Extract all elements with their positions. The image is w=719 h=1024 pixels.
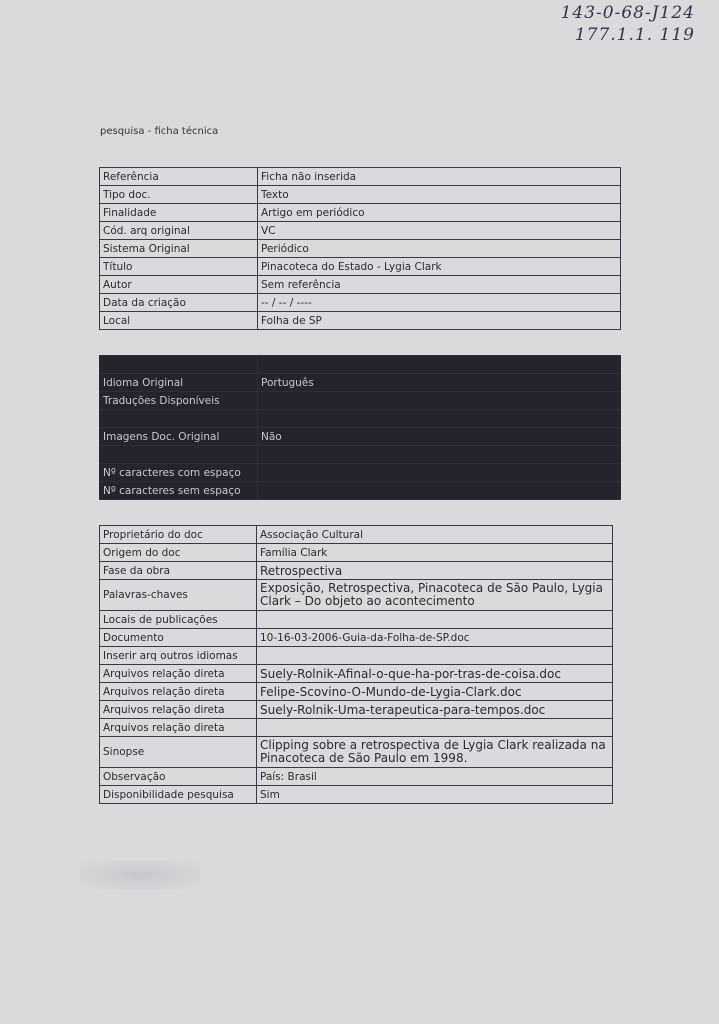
field-value bbox=[257, 719, 613, 737]
table-row bbox=[100, 186, 621, 204]
field-value: Artigo em periódico bbox=[258, 204, 621, 222]
field-value: Felipe-Scovino-O-Mundo-de-Lygia-Clark.doc bbox=[257, 683, 613, 701]
field-label: Cód. arq original bbox=[100, 222, 258, 240]
table-row bbox=[100, 611, 613, 629]
field-label: Sistema Original bbox=[100, 240, 258, 258]
field-value: Família Clark bbox=[257, 544, 613, 562]
field-label: Referência bbox=[100, 168, 258, 186]
field-label: Documento bbox=[100, 629, 257, 647]
table-row bbox=[100, 294, 621, 312]
info-table-language bbox=[99, 355, 621, 500]
table-row bbox=[100, 168, 621, 186]
field-value bbox=[257, 647, 613, 665]
field-value bbox=[258, 410, 621, 428]
table-row bbox=[100, 276, 621, 294]
table-row bbox=[100, 374, 621, 392]
field-label bbox=[100, 410, 258, 428]
field-value: Sem referência bbox=[258, 276, 621, 294]
field-label: Local bbox=[100, 312, 258, 330]
table-row bbox=[100, 580, 613, 611]
field-value: Sim bbox=[257, 786, 613, 804]
field-value: Suely-Rolnik-Afinal-o-que-ha-por-tras-de-coisa.doc bbox=[257, 665, 613, 683]
table-row bbox=[100, 701, 613, 719]
field-value: Exposição, Retrospectiva, Pinacoteca de São Paulo, Lygia Clark – Do objeto ao acontecimento bbox=[257, 580, 613, 611]
table-row bbox=[100, 737, 613, 768]
field-value: VC bbox=[258, 222, 621, 240]
table-row bbox=[100, 204, 621, 222]
field-value bbox=[258, 482, 621, 500]
field-label: Nº caracteres com espaço bbox=[100, 464, 258, 482]
field-value: 10-16-03-2006-Guia-da-Folha-de-SP.doc bbox=[257, 629, 613, 647]
field-label: Arquivos relação direta bbox=[100, 701, 257, 719]
table-row bbox=[100, 410, 621, 428]
stamp-line-1: 143-0-68-J124 bbox=[560, 3, 695, 23]
table-row bbox=[100, 786, 613, 804]
info-table-details bbox=[99, 525, 613, 804]
field-value: Periódico bbox=[258, 240, 621, 258]
field-value: Clipping sobre a retrospectiva de Lygia Clark realizada na Pinacoteca de São Paulo em 1998. bbox=[257, 737, 613, 768]
field-label: Nº caracteres sem espaço bbox=[100, 482, 258, 500]
field-value: Associação Cultural bbox=[257, 526, 613, 544]
field-label: Arquivos relação direta bbox=[100, 665, 257, 683]
stamp-line-2: 177.1.1. 119 bbox=[574, 25, 695, 45]
field-label: Título bbox=[100, 258, 258, 276]
field-value: Folha de SP bbox=[258, 312, 621, 330]
field-label: Sinopse bbox=[100, 737, 257, 768]
field-label bbox=[100, 356, 258, 374]
table-row bbox=[100, 629, 613, 647]
field-value: -- / -- / ---- bbox=[258, 294, 621, 312]
field-value: País: Brasil bbox=[257, 768, 613, 786]
field-label: Palavras-chaves bbox=[100, 580, 257, 611]
field-value: Retrospectiva bbox=[257, 562, 613, 580]
table-row bbox=[100, 222, 621, 240]
archive-stamp bbox=[535, 2, 695, 46]
table-row bbox=[100, 526, 613, 544]
table-row bbox=[100, 258, 621, 276]
field-label: Locais de publicações bbox=[100, 611, 257, 629]
table-row bbox=[100, 768, 613, 786]
field-value bbox=[257, 611, 613, 629]
field-label: Inserir arq outros idiomas bbox=[100, 647, 257, 665]
field-label: Data da criação bbox=[100, 294, 258, 312]
table-row bbox=[100, 562, 613, 580]
field-label: Disponibilidade pesquisa bbox=[100, 786, 257, 804]
scan-smudge bbox=[80, 860, 200, 890]
field-label: Tipo doc. bbox=[100, 186, 258, 204]
field-label: Finalidade bbox=[100, 204, 258, 222]
field-value: Suely-Rolnik-Uma-terapeutica-para-tempos.doc bbox=[257, 701, 613, 719]
field-label: Observação bbox=[100, 768, 257, 786]
field-label: Arquivos relação direta bbox=[100, 683, 257, 701]
field-value bbox=[258, 392, 621, 410]
table-row bbox=[100, 464, 621, 482]
page-title: pesquisa - ficha técnica bbox=[100, 126, 219, 137]
field-label bbox=[100, 446, 258, 464]
table-row bbox=[100, 665, 613, 683]
field-value: Ficha não inserida bbox=[258, 168, 621, 186]
table-row bbox=[100, 240, 621, 258]
info-table-general bbox=[99, 167, 621, 330]
table-row bbox=[100, 544, 613, 562]
table-row bbox=[100, 392, 621, 410]
table-row bbox=[100, 446, 621, 464]
field-label: Arquivos relação direta bbox=[100, 719, 257, 737]
table-row bbox=[100, 719, 613, 737]
field-value: Pinacoteca do Estado - Lygia Clark bbox=[258, 258, 621, 276]
field-label: Fase da obra bbox=[100, 562, 257, 580]
field-label: Proprietário do doc bbox=[100, 526, 257, 544]
table-row bbox=[100, 312, 621, 330]
field-label: Origem do doc bbox=[100, 544, 257, 562]
table-row bbox=[100, 482, 621, 500]
field-label: Traduções Disponíveis bbox=[100, 392, 258, 410]
field-value: Português bbox=[258, 374, 621, 392]
field-label: Idioma Original bbox=[100, 374, 258, 392]
field-value bbox=[258, 356, 621, 374]
field-value bbox=[258, 464, 621, 482]
field-value bbox=[258, 446, 621, 464]
field-label: Imagens Doc. Original bbox=[100, 428, 258, 446]
field-label: Autor bbox=[100, 276, 258, 294]
field-value: Texto bbox=[258, 186, 621, 204]
table-row bbox=[100, 683, 613, 701]
table-row bbox=[100, 428, 621, 446]
field-value: Não bbox=[258, 428, 621, 446]
table-row bbox=[100, 647, 613, 665]
table-row bbox=[100, 356, 621, 374]
